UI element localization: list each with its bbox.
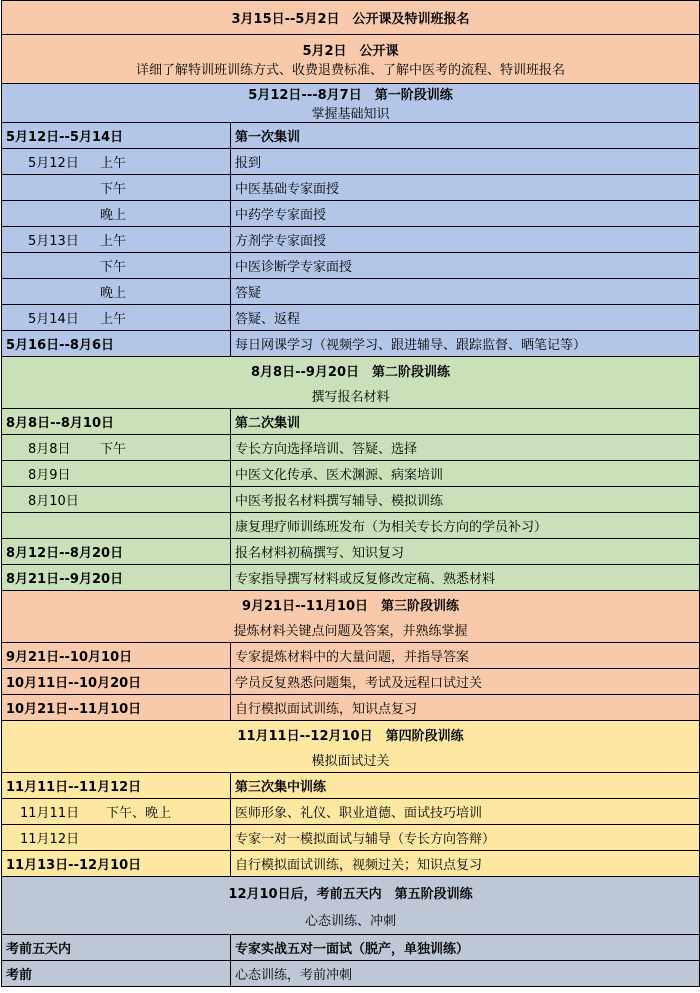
table-row (2, 305, 700, 331)
row-content: 中药学专家面授 (231, 201, 700, 227)
row-time: 下午、晚上 (106, 806, 172, 821)
row-time: 上午 (100, 156, 127, 171)
table-row (2, 435, 700, 461)
stage5-title: 12月10日后，考前五天内 第五阶段训练 (228, 886, 473, 902)
row-time: 下午 (100, 182, 127, 197)
row-content: 中医诊断学专家面授 (231, 253, 700, 279)
table-row (2, 149, 700, 175)
schedule-table (1, 0, 700, 987)
row-date: 11月13日--12月10日 (2, 851, 231, 877)
row-content: 报到 (231, 149, 700, 175)
stage3-header (2, 591, 700, 643)
table-row (2, 643, 700, 669)
row-date (2, 305, 231, 331)
row-date (2, 201, 231, 227)
row-date (2, 149, 231, 175)
row-time: 晚上 (100, 208, 127, 223)
row-content: 专家指导撰写材料或反复修改定稿、熟悉材料 (231, 565, 700, 591)
stage1-title: 5月12日---8月7日 第一阶段训练 (248, 88, 453, 103)
stage2-subtitle: 撰写报名材料 (311, 389, 390, 405)
row-content: 报名材料初稿撰写、知识复习 (231, 539, 700, 565)
row-date (2, 825, 231, 851)
row-day: 11月12日 (20, 832, 80, 847)
row-day: 5月13日 (28, 234, 79, 249)
row-content: 医师形象、礼仪、职业道德、面试技巧培训 (231, 799, 700, 825)
row-content: 心态训练，考前冲刺 (231, 961, 700, 987)
row-date: 10月21日--11月10日 (2, 695, 231, 721)
row-date: 8月8日--8月10日 (2, 409, 231, 435)
stage1-subtitle: 掌握基础知识 (311, 107, 390, 122)
row-content: 方剂学专家面授 (231, 227, 700, 253)
open-class-desc: 详细了解特训班训练方式、收费退费标准、了解中医考的流程、特训班报名 (135, 63, 565, 78)
row-time: 下午 (100, 260, 127, 275)
row-date: 8月12日--8月20日 (2, 539, 231, 565)
row-content: 自行模拟面试训练，知识点复习 (231, 695, 700, 721)
row-day: 5月14日 (28, 312, 79, 327)
row-content: 第三次集中训练 (231, 773, 700, 799)
stage5-subtitle: 心态训练、冲刺 (304, 913, 396, 929)
table-row (2, 487, 700, 513)
table-row (2, 961, 700, 987)
table-row (2, 227, 700, 253)
table-row (2, 331, 700, 357)
stage4-header (2, 721, 700, 773)
row-content: 专家实战五对一面试（脱产，单独训练） (231, 935, 700, 961)
stage4-title: 11月11日--12月10日 第四阶段训练 (237, 728, 464, 744)
row-content: 答疑、返程 (231, 305, 700, 331)
table-row (2, 253, 700, 279)
table-row (2, 825, 700, 851)
row-date: 11月11日--11月12日 (2, 773, 231, 799)
row-day: 5月12日 (28, 156, 79, 171)
row-content: 第一次集训 (231, 123, 700, 149)
table-row (2, 695, 700, 721)
row-day: 8月9日 (28, 468, 71, 483)
row-date (2, 461, 231, 487)
row-date (2, 487, 231, 513)
row-date (2, 513, 231, 539)
row-content: 中医文化传承、医术渊源、病案培训 (231, 461, 700, 487)
row-date (2, 253, 231, 279)
row-date: 10月11日--10月20日 (2, 669, 231, 695)
row-content: 学员反复熟悉问题集，考试及远程口试过关 (231, 669, 700, 695)
row-date (2, 279, 231, 305)
open-class-date: 5月2日 公开课 (302, 44, 399, 59)
row-date: 5月12日--5月14日 (2, 123, 231, 149)
table-row (2, 279, 700, 305)
table-row (2, 773, 700, 799)
row-date (2, 227, 231, 253)
table-row (2, 851, 700, 877)
row-time: 上午 (100, 234, 127, 249)
stage2-title: 8月8日--9月20日 第二阶段训练 (250, 364, 451, 380)
row-content: 每日网课学习（视频学习、跟进辅导、跟踪监督、晒笔记等） (231, 331, 700, 357)
stage1-header (2, 84, 700, 123)
table-row (2, 409, 700, 435)
row-content: 第二次集训 (231, 409, 700, 435)
row-date (2, 799, 231, 825)
table-row (2, 175, 700, 201)
row-content: 专家提炼材料中的大量问题，并指导答案 (231, 643, 700, 669)
row-time: 下午 (100, 442, 127, 457)
table-row (2, 513, 700, 539)
row-content: 自行模拟面试训练，视频过关；知识点复习 (231, 851, 700, 877)
stage5-header (2, 877, 700, 935)
row-content: 中医基础专家面授 (231, 175, 700, 201)
table-row (2, 201, 700, 227)
row-date (2, 435, 231, 461)
table-row (2, 669, 700, 695)
stage3-subtitle: 提炼材料关键点问题及答案，并熟练掌握 (233, 623, 468, 639)
row-day: 11月11日 (20, 806, 80, 821)
table-row (2, 565, 700, 591)
row-content: 中医考报名材料撰写辅导、模拟训练 (231, 487, 700, 513)
row-date: 5月16日--8月6日 (2, 331, 231, 357)
stage4-subtitle: 模拟面试过关 (311, 753, 390, 769)
row-date: 8月21日--9月20日 (2, 565, 231, 591)
row-date: 考前 (2, 961, 231, 987)
stage2-header (2, 357, 700, 409)
stage3-title: 9月21日--11月10日 第三阶段训练 (241, 598, 460, 614)
row-content: 答疑 (231, 279, 700, 305)
row-content: 康复理疗师训练班发布（为相关专长方向的学员补习） (231, 513, 700, 539)
row-time: 晚上 (100, 286, 127, 301)
row-date: 考前五天内 (2, 935, 231, 961)
table-row (2, 799, 700, 825)
row-day: 8月10日 (28, 494, 79, 509)
row-date: 9月21日--10月10日 (2, 643, 231, 669)
row-content: 专家一对一模拟面试与辅导（专长方向答辩） (231, 825, 700, 851)
table-row (2, 539, 700, 565)
row-content: 专长方向选择培训、答疑、选择 (231, 435, 700, 461)
table-row (2, 935, 700, 961)
table-row (2, 461, 700, 487)
row-time: 上午 (100, 312, 127, 327)
row-date (2, 175, 231, 201)
open-class-block (2, 35, 700, 84)
table-row (2, 123, 700, 149)
page-title: 3月15日--5月2日 公开课及特训班报名 (2, 1, 700, 35)
row-day: 8月8日 (28, 442, 71, 457)
